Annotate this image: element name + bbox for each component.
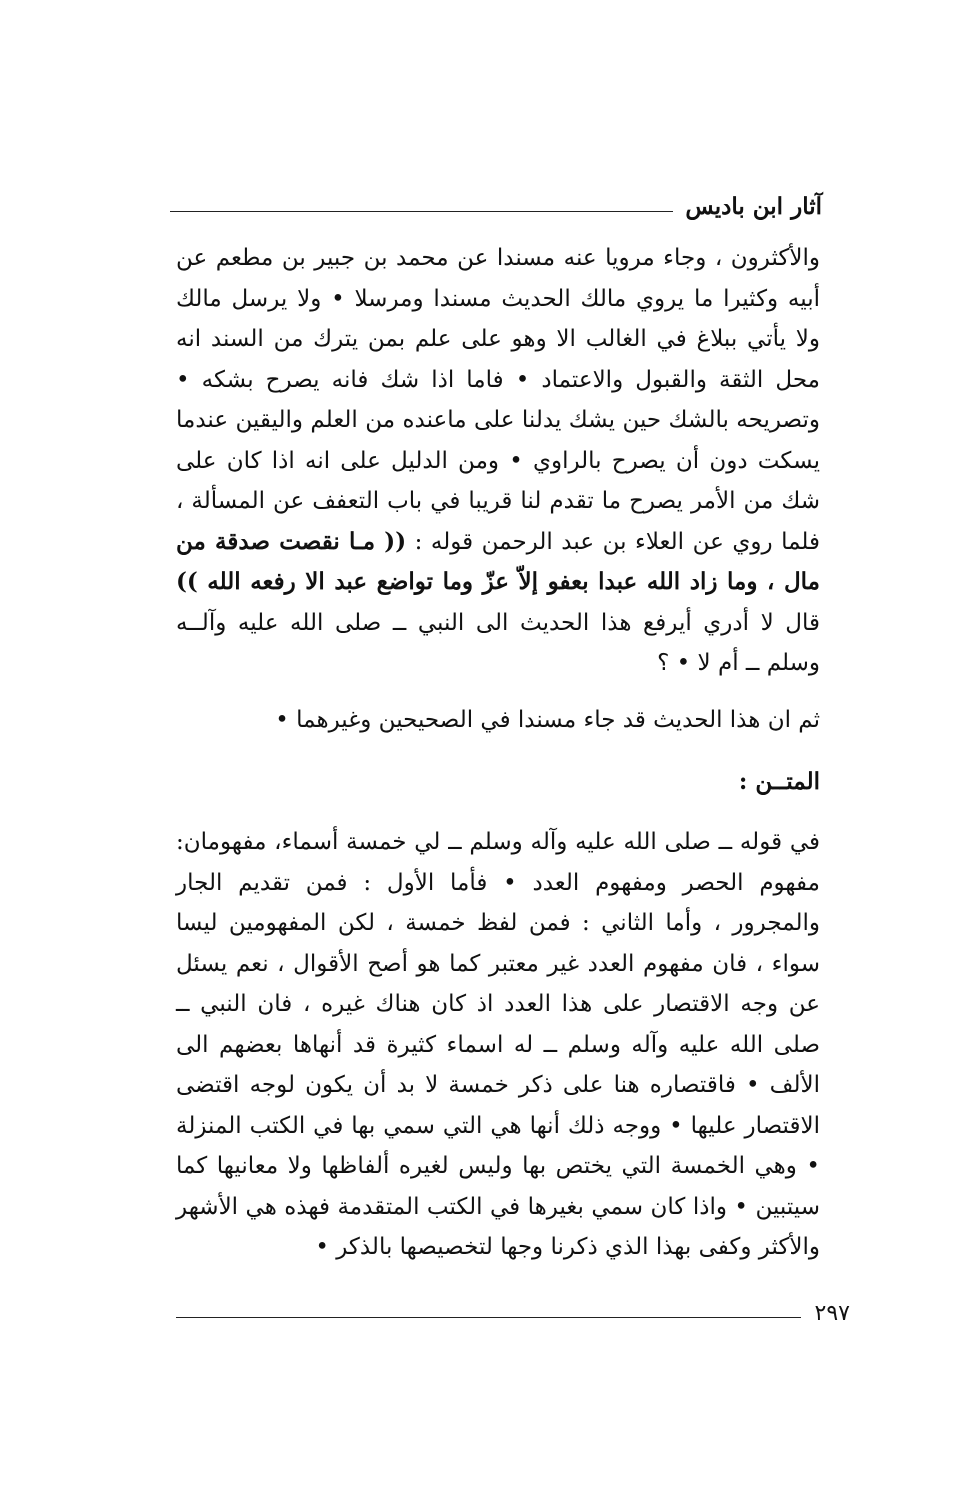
paragraph-1: [176, 238, 820, 684]
footer-rule: [176, 1317, 801, 1318]
running-header: [170, 180, 822, 220]
paragraph-3: في قوله ــ صلى الله عليه وآله وسلم ــ لي خمسة أسماء، مفهومان: مفهوم الحصر ومفهوم العدد • فأما الأول : فمن تقديم الجار والمجرور ، وأما الثاني : فمن لفظ خمسة ، لكن المفهومين ليسا سواء ، فان مفهوم العدد غير معتبر كما هو أصح الأقوال ، نعم يسئل عن وجه الاقتصار على هذا العدد اذ كان هناك غيره ، فان النبي ــ صلى الله عليه وآله وسلم ــ له اسماء كثيرة قد أنهاها بعضهم الى الألف • فاقتصاره هنا على ذكر خمسة لا بد أن يكون لوجه اقتضى الاقتصار عليها • ووجه ذلك أنها هي التي سمي بها في الكتب المنزلة • وهي الخمسة التي يختص بها وليس لغيره ألفاظها ولا معانيها كما سيتبين • واذا كان سمي بغيرها في الكتب المتقدمة فهذه هي الأشهر والأكثر وكفى بهذا الذي ذكرنا وجها لتخصيصها بالذكر •: [176, 829, 820, 1260]
section-heading: المتــن :: [738, 768, 820, 795]
book-title: آثار ابن باديس: [685, 193, 822, 220]
hadith-quote: (( مـا نقصت صدقة من مال ، وما زاد الله عبدا بعفو إلاّ عزّ وما تواضع عبد الا رفعه الله )): [176, 527, 820, 595]
paragraph-2: ثم ان هذا الحديث قد جاء مسندا في الصحيحين وغيرهما •: [275, 707, 820, 733]
paragraph-1-text: والأكثرون ، وجاء مرويا عنه مسندا عن محمد بن جبير بن مطعم عن أبيه وكثيرا ما يروي مالك الحديث مسندا ومرسلا • ولا يرسل مالك ولا يأتي ببلاغ في الغالب الا وهو على علم بمن يترك من السند انه محل الثقة والقبول والاعتماد • فاما اذا شك فانه يصرح بشكه • وتصريحه بالشك حين يشك يدلنا على ماعنده من العلم واليقين عندما يسكت دون أن يصرح بالراوي • ومن الدليل على انه اذا كان على شك من الأمر يصرح ما تقدم لنا قريبا في باب التعفف عن المسألة ، فلما روي عن العلاء بن عبد الرحمن قوله :: [176, 245, 821, 555]
page-number: ٢٩٧: [814, 1301, 850, 1326]
paragraph-1-continuation: قال لا أدري أيرفع هذا الحديث الى النبي ــ صلى الله عليه وآلــه وسلم ــ أم لا • ؟: [176, 609, 820, 676]
page-footer: [176, 1296, 850, 1326]
header-rule: [170, 211, 673, 212]
